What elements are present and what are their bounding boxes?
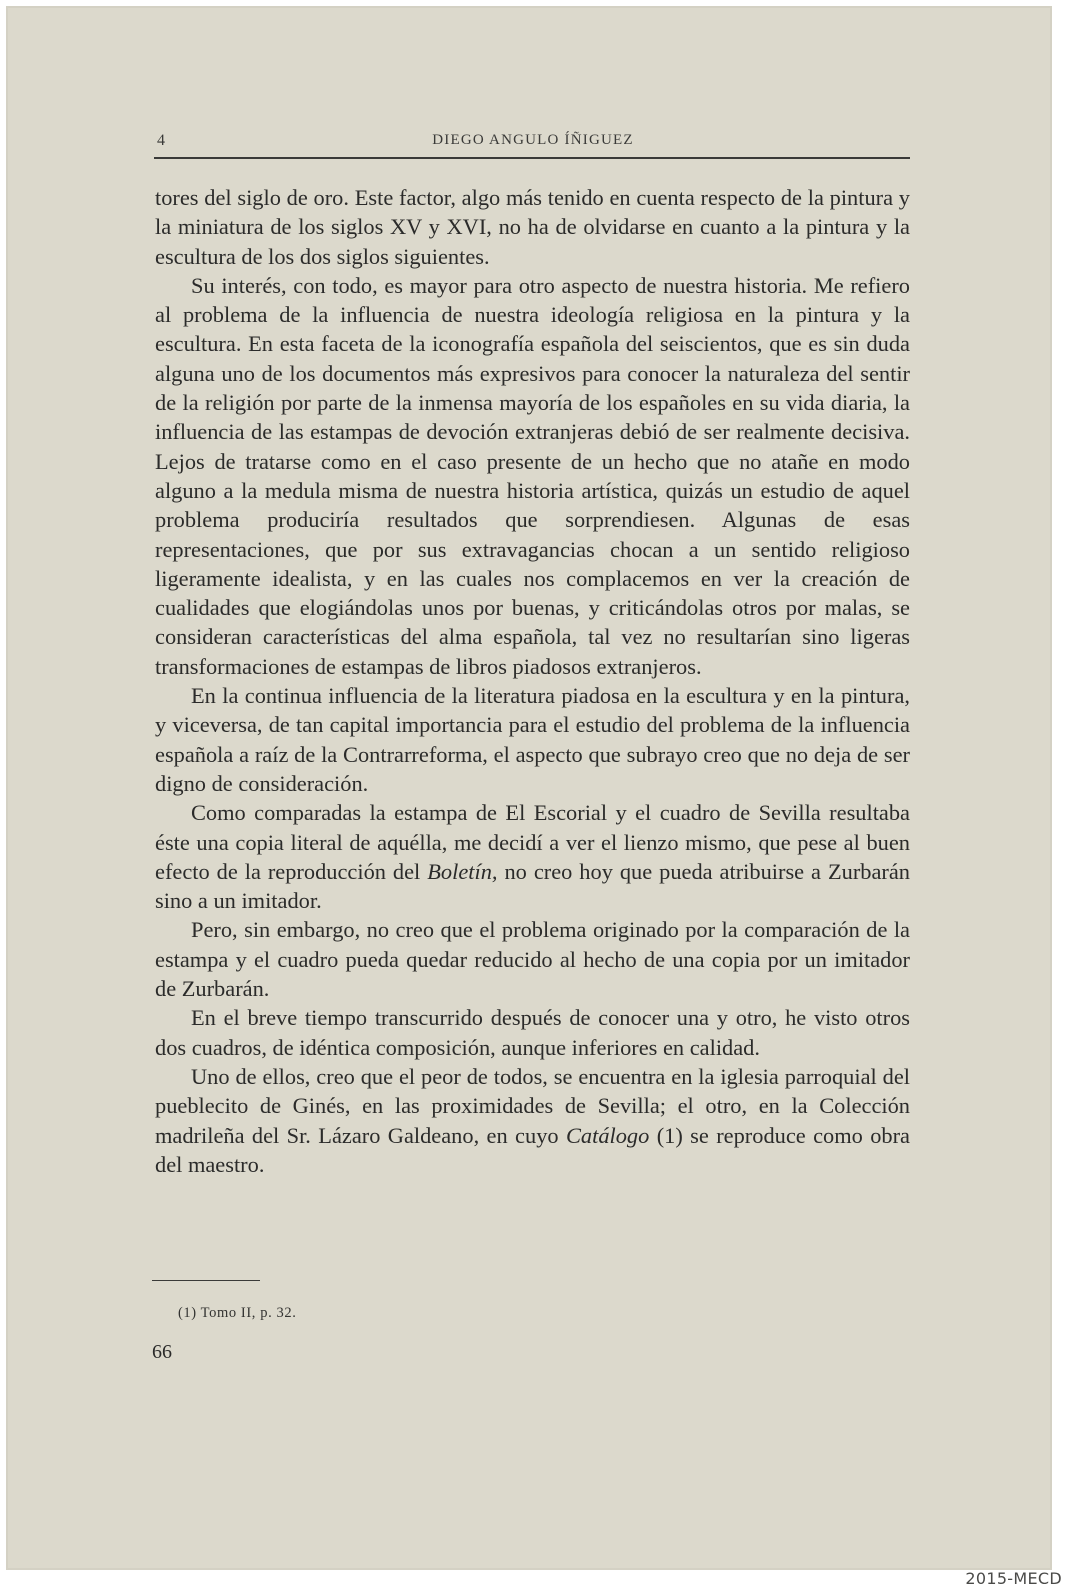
- italic-title-catalogo: Catálogo: [565, 1122, 650, 1148]
- footnote: (1) Tomo II, p. 32.: [178, 1305, 297, 1321]
- paragraph: [155, 915, 910, 1003]
- paragraph: [155, 681, 910, 798]
- paragraph-text: Como comparadas la estampa de El Escorial y el cuadro de Sevilla resultaba éste una copia literal de aquélla, me decidí a ver el lienzo mismo, que pese al buen efecto de la reproducción del: [155, 800, 910, 884]
- paragraph-text: En la continua influencia de la literatura piadosa en la escultura y en la pintura, y viceversa, de tan capital importancia para el estudio del problema de la influencia española a raíz de la Contrarreforma, el aspecto que subrayo creo que no deja de ser digno de consideración.: [155, 683, 910, 796]
- paragraph: [155, 798, 910, 915]
- folio-number: 66: [152, 1341, 172, 1363]
- paragraph-text: En el breve tiempo transcurrido después de conocer una y otro, he visto otros dos cuadros, de idéntica composición, aunque inferiores en calidad.: [155, 1005, 910, 1060]
- running-header: [157, 130, 909, 154]
- body-text: [155, 183, 910, 1179]
- paragraph-text: Pero, sin embargo, no creo que el problema originado por la comparación de la estampa y el cuadro pueda quedar reducido al hecho de una copia por un imitador de Zurbarán.: [155, 917, 910, 1002]
- header-page-number: 4: [157, 132, 167, 149]
- watermark-stamp: 2015-MECD: [965, 1569, 1062, 1588]
- italic-title-boletin: Boletín,: [427, 858, 498, 884]
- paragraph-text: Su interés, con todo, es mayor para otro aspecto de nuestra historia. Me refiero al problema de la influencia de nuestra ideología religiosa en la pintura y la escultura. En esta faceta de la iconografía española del seiscientos, que es sin duda alguna uno de los documentos más expresivos para conocer la naturaleza del sentir de la religión por parte de la inmensa mayoría de los españoles en su vida diaria, la influencia de las estampas de devoción extranjeras debió de ser realmente decisiva. Lejos de tratarse como en el caso presente de un hecho que no atañe en modo alguno a la medula misma de nuestra historia artística, quizás un estudio de aquel problema produciría resultados que sorprendiesen. Algunas de esas representaciones, que por sus extravagancias chocan a un sentido religioso ligeramente idealista, y en las cuales nos complacemos en ver la creación de cualidades que elogiándolas unos por buenas, y criticándolas otros por malas, se consideran características del alma española, tal vez no resultarían sino ligeras transformaciones de estampas de libros piadosos extranjeros.: [155, 272, 910, 679]
- paragraph: [155, 271, 910, 681]
- paragraph-text: no creo hoy que pueda atribuirse a Zurbarán sino a un imitador.: [155, 858, 910, 914]
- paragraph: [155, 1062, 910, 1179]
- running-title: DIEGO ANGULO ÍÑIGUEZ: [432, 132, 634, 148]
- header-rule: [154, 157, 910, 159]
- paragraph-text: tores del siglo de oro. Este factor, algo más tenido en cuenta respecto de la pintura y la miniatura de los siglos XV y XVI, no ha de olvidarse en cuanto a la pintura y la escultura de los dos siglos siguientes.: [155, 185, 910, 269]
- paragraph: [155, 183, 910, 271]
- footnote-rule: [152, 1280, 260, 1281]
- paragraph-text: (1) se reproduce como obra del maestro.: [155, 1122, 911, 1177]
- paragraph: [155, 1003, 910, 1062]
- paragraph-text: Uno de ellos, creo que el peor de todos, se encuentra en la iglesia parroquial del pueblecito de Ginés, en las proximidades de Sevilla; el otro, en la Colección madrileña del Sr. Lázaro Galdeano, en cuyo: [155, 1063, 910, 1148]
